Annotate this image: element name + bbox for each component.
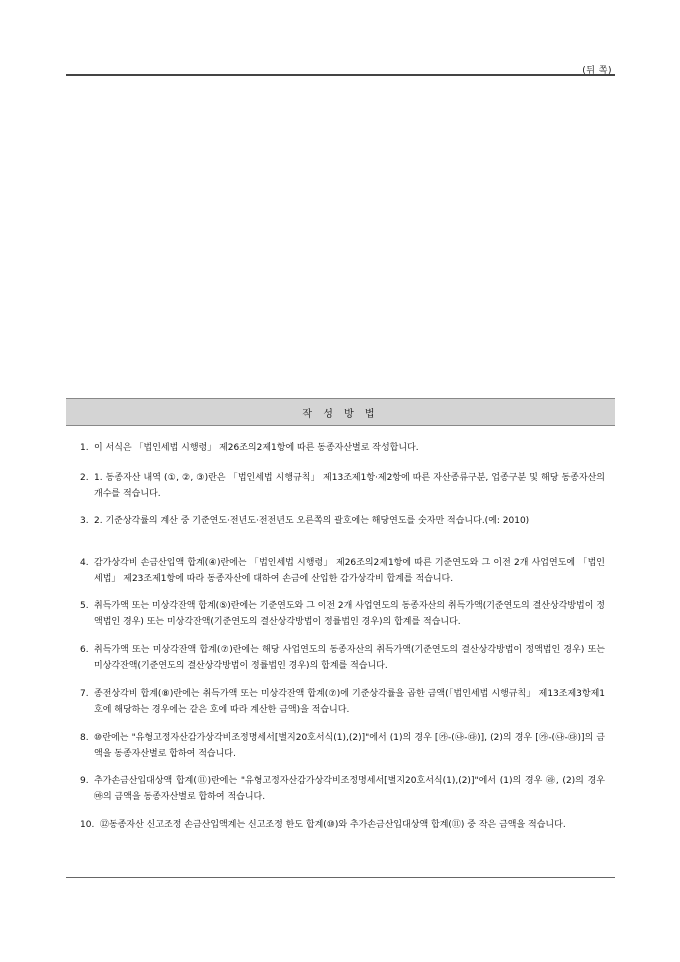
item-text: 추가손금산입대상액 합계(⑪)란에는 "유형고정자산감가상각비조정명세서[별지20호서식(1),(2)]"에서 (1)의 경우 ㉱, (2)의 경우 ㉲의 금액을 동종자산별로 합하여 적습니다. xyxy=(94,776,605,802)
instruction-item xyxy=(80,440,605,456)
instruction-item xyxy=(80,555,605,587)
item-number: 2. xyxy=(80,473,89,483)
instruction-item xyxy=(80,598,605,630)
section-title-bar xyxy=(66,398,615,426)
item-text: ⑫동종자산 신고조정 손금산입액계는 신고조정 한도 합계(⑩)와 추가손금산입대상액 합계(⑪) 중 작은 금액을 적습니다. xyxy=(100,820,566,830)
item-number: 10. xyxy=(80,820,95,830)
item-number: 7. xyxy=(80,689,89,699)
page-label: (뒤 쪽) xyxy=(582,66,612,76)
instruction-item xyxy=(80,730,605,762)
instructions-section xyxy=(66,398,615,878)
item-text: 2. 기준상각률의 계산 중 기준연도·전년도·전전년도 오른쪽의 괄호에는 해당연도를 숫자만 적습니다.(예: 2010) xyxy=(94,516,530,526)
instruction-item xyxy=(80,642,605,674)
item-number: 3. xyxy=(80,516,89,526)
item-text: 1. 동종자산 내역 (①, ②, ③)란은 「법인세법 시행규칙」 제13조제1항·제2항에 따른 자산종류구분, 업종구분 및 해당 동종자산의 개수를 적습니다. xyxy=(94,473,605,499)
item-text: 감가상각비 손금산입액 합계(④)란에는 「법인세법 시행령」 제26조의2제1항에 따른 기준연도와 그 이전 2개 사업연도에 「법인세법」 제23조제1항에 따라 동종자산에 대하여 손금에 산입한 감가상각비 합계를 적습니다. xyxy=(94,558,605,584)
top-rule xyxy=(66,74,615,76)
instruction-item xyxy=(80,686,605,718)
instruction-item xyxy=(80,817,605,833)
item-number: 8. xyxy=(80,733,89,743)
section-title: 작 성 방 법 xyxy=(302,408,379,420)
item-text: 종전상각비 합계(⑧)란에는 취득가액 또는 미상각잔액 합계(⑦)에 기준상각률을 곱한 금액(「법인세법 시행규칙」 제13조제3항제1호에 해당하는 경우에는 같은 호에 따라 계산한 금액)을 적습니다. xyxy=(94,689,605,715)
item-number: 6. xyxy=(80,645,89,655)
item-text: 이 서식은 「법인세법 시행령」 제26조의2제1항에 따른 동종자산별로 작성합니다. xyxy=(94,443,419,453)
item-number: 1. xyxy=(80,443,89,453)
item-number: 4. xyxy=(80,558,89,568)
item-text: 취득가액 또는 미상각잔액 합계(⑦)란에는 해당 사업연도의 동종자산의 취득가액(기준연도의 결산상각방법이 정액법인 경우) 또는 미상각잔액(기준연도의 결산상각방법이 정률법인 경우)의 합계를 적습니다. xyxy=(94,645,605,671)
instruction-item xyxy=(80,513,605,529)
item-text: 취득가액 또는 미상각잔액 합계(⑤)란에는 기준연도와 그 이전 2개 사업연도의 동종자산의 취득가액(기준연도의 결산상각방법이 정액법인 경우) 또는 미상각잔액(기준연도의 결산상각방법이 정률법인 경우)의 합계를 적습니다. xyxy=(94,601,605,627)
instruction-item xyxy=(80,773,605,805)
item-text: ⑩란에는 "유형고정자산감가상각비조정명세서[별지20호서식(1),(2)]"에서 (1)의 경우 [㉮-(㉯-㉰)], (2)의 경우 [㉮-(㉯-㉰)]의 금액을 동종자산별로 합하여 적습니다. xyxy=(94,733,605,759)
item-number: 9. xyxy=(80,776,89,786)
instruction-item xyxy=(80,470,605,502)
item-number: 5. xyxy=(80,601,89,611)
